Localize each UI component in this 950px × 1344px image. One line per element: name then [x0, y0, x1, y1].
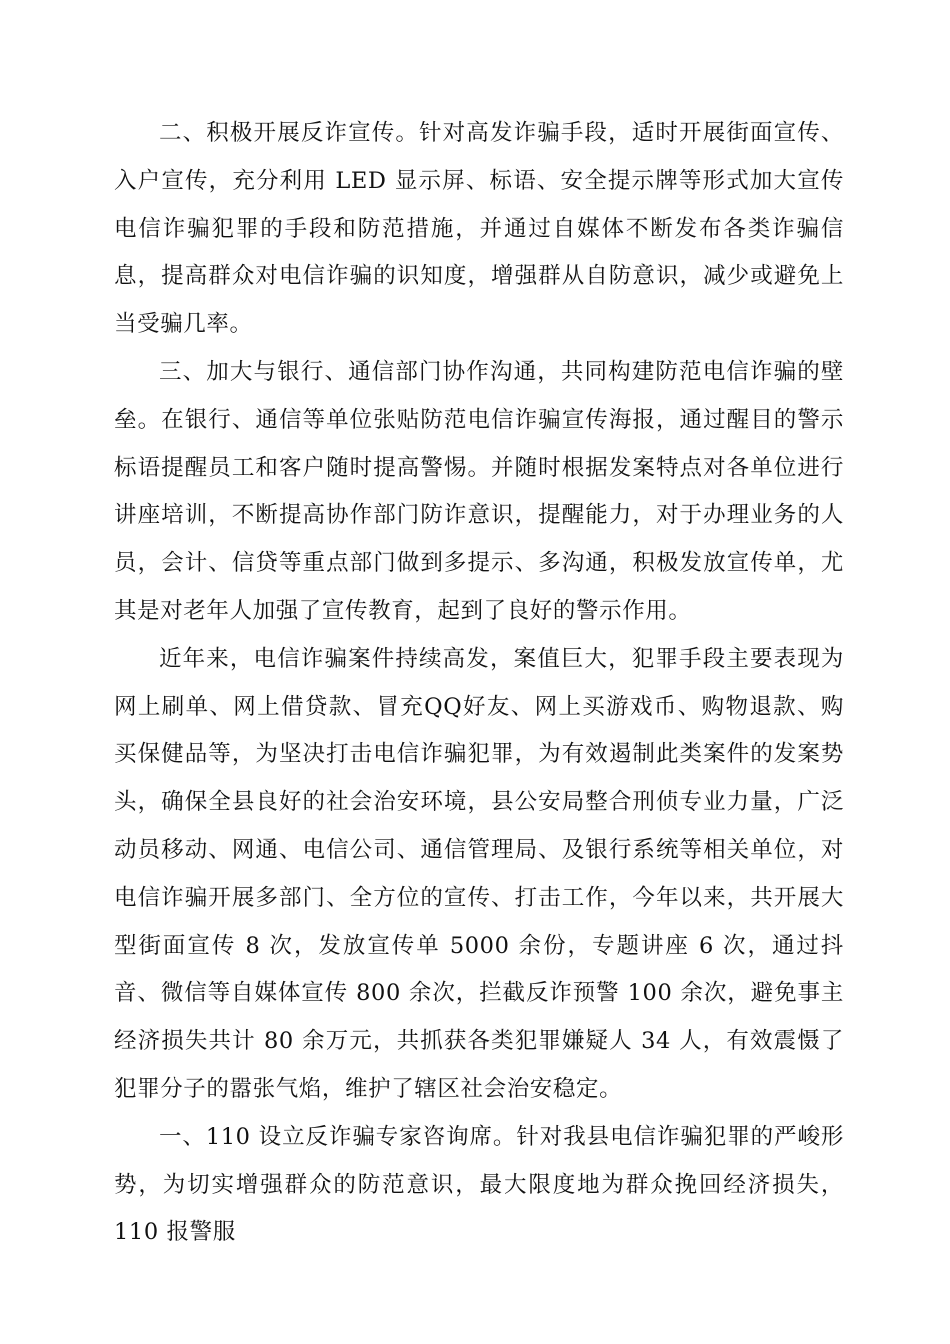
paragraph-recent-situation-summary: 近年来，电信诈骗案件持续高发，案值巨大，犯罪手段主要表现为网上刷单、网上借贷款、冒充QQ好友、网上买游戏币、购物退款、购买保健品等，为坚决打击电信诈骗犯罪，为有效遏制此类案件的发案势头，确保全县良好的社会治安环境，县公安局整合刑侦专业力量，广泛动员移动、网通、电信公司、通信管理局、及银行系统等相关单位，对电信诈骗开展多部门、全方位的宣传、打击工作，今年以来，共开展大型街面宣传 8 次，发放宣传单 5000 余份，专题讲座 6 次，通过抖音、微信等自媒体宣传 800 余次，拦截反诈预警 100 余次，避免事主经济损失共计 80 余万元，共抓获各类犯罪嫌疑人 34 人，有效震慑了犯罪分子的嚣张气焰，维护了辖区社会治安稳定。: [114, 645, 844, 1102]
paragraph-anti-fraud-publicity: 二、积极开展反诈宣传。针对高发诈骗手段，适时开展街面宣传、入户宣传，充分利用 LED 显示屏、标语、安全提示牌等形式加大宣传电信诈骗犯罪的手段和防范措施，并通过自媒体不断发布各类诈骗信息，提高群众对电信诈骗的识知度，增强群从自防意识，减少或避免上当受骗几率。: [114, 120, 844, 338]
paragraph-110-expert-desk: 一、110 设立反诈骗专家咨询席。针对我县电信诈骗犯罪的严峻形势，为切实增强群众的防范意识，最大限度地为群众挽回经济损失，110 报警服: [114, 1123, 844, 1246]
document-body: [114, 110, 844, 1257]
paragraph-bank-telecom-cooperation: 三、加大与银行、通信部门协作沟通，共同构建防范电信诈骗的壁垒。在银行、通信等单位张贴防范电信诈骗宣传海报，通过醒目的警示标语提醒员工和客户随时提高警惕。并随时根据发案特点对各单位进行讲座培训，不断提高协作部门防诈意识，提醒能力，对于办理业务的人员，会计、信贷等重点部门做到多提示、多沟通，积极发放宣传单，尤其是对老年人加强了宣传教育，起到了良好的警示作用。: [114, 358, 844, 624]
